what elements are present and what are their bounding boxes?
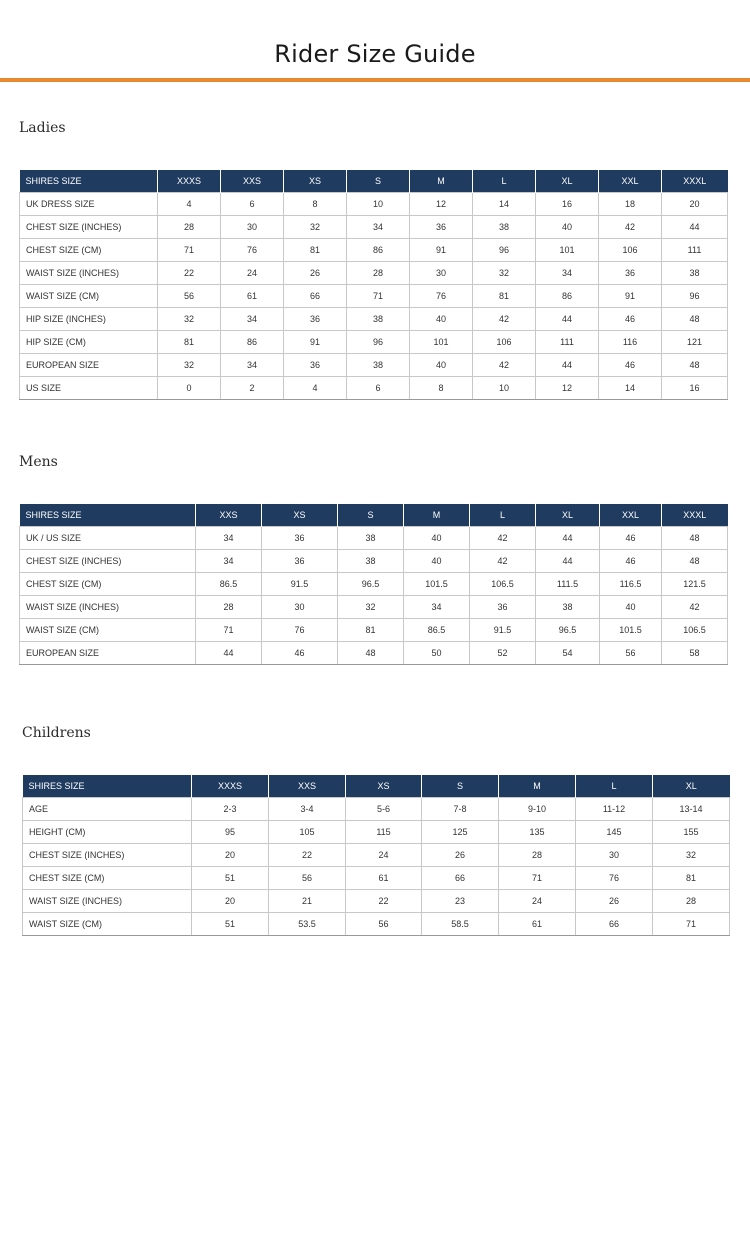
table-cell: 91.5 (470, 619, 536, 642)
row-label: WAIST SIZE (CM) (23, 913, 192, 936)
table-cell: 101.5 (404, 573, 470, 596)
table-cell: 44 (662, 216, 728, 239)
table-cell: 50 (404, 642, 470, 665)
table-cell: 53.5 (269, 913, 346, 936)
table-cell: 44 (196, 642, 262, 665)
accent-divider (0, 78, 750, 82)
table-cell: 38 (536, 596, 600, 619)
table-cell: 46 (600, 527, 662, 550)
table-row (20, 193, 728, 216)
table-cell: 11-12 (576, 798, 653, 821)
table-cell: 42 (473, 354, 536, 377)
table-cell: 34 (536, 262, 599, 285)
table-cell: 76 (576, 867, 653, 890)
column-header-size: XXS (196, 504, 262, 527)
table-cell: 101 (410, 331, 473, 354)
table-cell: 95 (192, 821, 269, 844)
table-cell: 91 (599, 285, 662, 308)
table-row (20, 527, 728, 550)
table-cell: 28 (158, 216, 221, 239)
table-row (20, 377, 728, 400)
mens-size-table (19, 504, 728, 665)
table-cell: 23 (422, 890, 499, 913)
row-label: WAIST SIZE (INCHES) (23, 890, 192, 913)
table-cell: 16 (536, 193, 599, 216)
table-cell: 135 (499, 821, 576, 844)
table-row (20, 573, 728, 596)
table-cell: 36 (599, 262, 662, 285)
table-cell: 34 (221, 308, 284, 331)
table-cell: 71 (347, 285, 410, 308)
table-cell: 26 (284, 262, 347, 285)
column-header-size: L (473, 170, 536, 193)
row-label: HEIGHT (CM) (23, 821, 192, 844)
column-header-size: S (338, 504, 404, 527)
table-cell: 101.5 (600, 619, 662, 642)
table-cell: 0 (158, 377, 221, 400)
column-header-size: XS (346, 775, 422, 798)
table-cell: 71 (653, 913, 730, 936)
table-cell: 28 (347, 262, 410, 285)
table-cell: 22 (158, 262, 221, 285)
table-cell: 86 (221, 331, 284, 354)
table-cell: 56 (600, 642, 662, 665)
table-cell: 121.5 (662, 573, 728, 596)
table-cell: 26 (422, 844, 499, 867)
table-cell: 96 (473, 239, 536, 262)
table-cell: 36 (470, 596, 536, 619)
table-cell: 36 (284, 354, 347, 377)
table-cell: 76 (262, 619, 338, 642)
table-cell: 32 (158, 354, 221, 377)
table-cell: 5-6 (346, 798, 422, 821)
table-cell: 81 (473, 285, 536, 308)
table-cell: 13-14 (653, 798, 730, 821)
table-cell: 71 (499, 867, 576, 890)
table-cell: 44 (536, 527, 600, 550)
row-label: AGE (23, 798, 192, 821)
column-header-label: SHIRES SIZE (23, 775, 192, 798)
table-cell: 32 (473, 262, 536, 285)
table-cell: 2-3 (192, 798, 269, 821)
row-label: CHEST SIZE (INCHES) (20, 216, 158, 239)
table-cell: 30 (221, 216, 284, 239)
table-cell: 28 (196, 596, 262, 619)
table-cell: 61 (499, 913, 576, 936)
table-cell: 42 (599, 216, 662, 239)
table-cell: 30 (262, 596, 338, 619)
table-cell: 42 (470, 527, 536, 550)
table-cell: 20 (192, 890, 269, 913)
table-cell: 20 (192, 844, 269, 867)
column-header-size: M (410, 170, 473, 193)
table-row (23, 798, 730, 821)
table-cell: 61 (346, 867, 422, 890)
column-header-size: L (576, 775, 653, 798)
table-cell: 42 (473, 308, 536, 331)
table-cell: 10 (473, 377, 536, 400)
table-cell: 32 (653, 844, 730, 867)
table-cell: 24 (221, 262, 284, 285)
table-cell: 56 (269, 867, 346, 890)
table-cell: 18 (599, 193, 662, 216)
table-cell: 40 (404, 527, 470, 550)
table-cell: 16 (662, 377, 728, 400)
table-cell: 20 (662, 193, 728, 216)
table-cell: 96 (347, 331, 410, 354)
table-cell: 48 (662, 354, 728, 377)
table-cell: 46 (599, 308, 662, 331)
column-header-size: L (470, 504, 536, 527)
table-cell: 145 (576, 821, 653, 844)
table-cell: 8 (284, 193, 347, 216)
table-cell: 71 (196, 619, 262, 642)
table-cell: 26 (576, 890, 653, 913)
table-cell: 125 (422, 821, 499, 844)
row-label: CHEST SIZE (CM) (20, 573, 196, 596)
table-cell: 58.5 (422, 913, 499, 936)
table-cell: 22 (269, 844, 346, 867)
table-cell: 96 (662, 285, 728, 308)
column-header-label: SHIRES SIZE (20, 504, 196, 527)
column-header-size: XXXL (662, 504, 728, 527)
table-cell: 46 (599, 354, 662, 377)
table-cell: 2 (221, 377, 284, 400)
table-row (20, 216, 728, 239)
table-cell: 34 (404, 596, 470, 619)
ladies-header-row (20, 170, 728, 193)
row-label: EUROPEAN SIZE (20, 354, 158, 377)
table-cell: 9-10 (499, 798, 576, 821)
table-cell: 116.5 (600, 573, 662, 596)
table-cell: 7-8 (422, 798, 499, 821)
table-cell: 76 (410, 285, 473, 308)
table-row (20, 308, 728, 331)
table-row (23, 821, 730, 844)
table-cell: 54 (536, 642, 600, 665)
table-row (20, 262, 728, 285)
table-cell: 24 (499, 890, 576, 913)
mens-header-row (20, 504, 728, 527)
table-cell: 58 (662, 642, 728, 665)
table-cell: 86.5 (404, 619, 470, 642)
column-header-size: XXL (599, 170, 662, 193)
column-header-label: SHIRES SIZE (20, 170, 158, 193)
table-cell: 61 (221, 285, 284, 308)
table-row (20, 619, 728, 642)
table-cell: 46 (262, 642, 338, 665)
table-cell: 36 (262, 527, 338, 550)
table-row (20, 239, 728, 262)
table-cell: 21 (269, 890, 346, 913)
column-header-size: XXS (221, 170, 284, 193)
table-cell: 81 (158, 331, 221, 354)
table-cell: 6 (221, 193, 284, 216)
column-header-size: S (347, 170, 410, 193)
table-cell: 34 (196, 527, 262, 550)
table-row (23, 913, 730, 936)
table-cell: 42 (662, 596, 728, 619)
table-cell: 91.5 (262, 573, 338, 596)
table-cell: 66 (576, 913, 653, 936)
row-label: CHEST SIZE (CM) (23, 867, 192, 890)
table-row (20, 331, 728, 354)
table-cell: 36 (410, 216, 473, 239)
column-header-size: XXL (600, 504, 662, 527)
column-header-size: XXXS (158, 170, 221, 193)
table-cell: 106.5 (470, 573, 536, 596)
table-cell: 38 (347, 354, 410, 377)
table-cell: 38 (473, 216, 536, 239)
table-cell: 86 (536, 285, 599, 308)
table-cell: 10 (347, 193, 410, 216)
table-cell: 14 (473, 193, 536, 216)
table-cell: 38 (338, 527, 404, 550)
table-cell: 3-4 (269, 798, 346, 821)
table-cell: 46 (600, 550, 662, 573)
table-row (23, 844, 730, 867)
table-cell: 48 (662, 527, 728, 550)
table-cell: 81 (338, 619, 404, 642)
row-label: UK DRESS SIZE (20, 193, 158, 216)
table-row (23, 867, 730, 890)
row-label: HIP SIZE (CM) (20, 331, 158, 354)
table-cell: 106.5 (662, 619, 728, 642)
table-cell: 66 (422, 867, 499, 890)
table-cell: 48 (338, 642, 404, 665)
row-label: UK / US SIZE (20, 527, 196, 550)
row-label: CHEST SIZE (INCHES) (20, 550, 196, 573)
table-row (20, 285, 728, 308)
table-cell: 34 (221, 354, 284, 377)
row-label: CHEST SIZE (CM) (20, 239, 158, 262)
table-cell: 36 (262, 550, 338, 573)
table-cell: 76 (221, 239, 284, 262)
column-header-size: M (499, 775, 576, 798)
table-row (20, 354, 728, 377)
table-cell: 86.5 (196, 573, 262, 596)
table-cell: 115 (346, 821, 422, 844)
column-header-size: XS (262, 504, 338, 527)
table-cell: 34 (196, 550, 262, 573)
table-cell: 111.5 (536, 573, 600, 596)
table-cell: 44 (536, 308, 599, 331)
row-label: US SIZE (20, 377, 158, 400)
table-cell: 56 (346, 913, 422, 936)
table-cell: 22 (346, 890, 422, 913)
childrens-size-table (22, 775, 730, 936)
table-cell: 111 (662, 239, 728, 262)
table-cell: 155 (653, 821, 730, 844)
row-label: WAIST SIZE (CM) (20, 619, 196, 642)
table-cell: 32 (338, 596, 404, 619)
table-cell: 6 (347, 377, 410, 400)
table-cell: 48 (662, 308, 728, 331)
table-cell: 105 (269, 821, 346, 844)
table-cell: 48 (662, 550, 728, 573)
column-header-size: XL (536, 504, 600, 527)
table-cell: 38 (662, 262, 728, 285)
table-cell: 106 (473, 331, 536, 354)
table-cell: 38 (347, 308, 410, 331)
column-header-size: S (422, 775, 499, 798)
table-cell: 86 (347, 239, 410, 262)
table-row (20, 642, 728, 665)
column-header-size: XXXS (192, 775, 269, 798)
table-cell: 38 (338, 550, 404, 573)
table-cell: 34 (347, 216, 410, 239)
table-cell: 44 (536, 550, 600, 573)
table-cell: 81 (653, 867, 730, 890)
table-cell: 40 (410, 308, 473, 331)
table-cell: 66 (284, 285, 347, 308)
table-cell: 51 (192, 913, 269, 936)
ladies-size-table (19, 170, 728, 400)
table-cell: 101 (536, 239, 599, 262)
table-cell: 40 (600, 596, 662, 619)
table-cell: 81 (284, 239, 347, 262)
childrens-header-row (23, 775, 730, 798)
table-cell: 106 (599, 239, 662, 262)
table-cell: 56 (158, 285, 221, 308)
table-cell: 42 (470, 550, 536, 573)
table-cell: 4 (158, 193, 221, 216)
table-cell: 40 (410, 354, 473, 377)
table-cell: 121 (662, 331, 728, 354)
row-label: WAIST SIZE (INCHES) (20, 596, 196, 619)
row-label: HIP SIZE (INCHES) (20, 308, 158, 331)
table-cell: 71 (158, 239, 221, 262)
table-cell: 30 (576, 844, 653, 867)
table-cell: 4 (284, 377, 347, 400)
table-cell: 30 (410, 262, 473, 285)
table-cell: 24 (346, 844, 422, 867)
table-cell: 32 (284, 216, 347, 239)
table-cell: 44 (536, 354, 599, 377)
table-cell: 36 (284, 308, 347, 331)
table-row (23, 890, 730, 913)
table-cell: 96.5 (338, 573, 404, 596)
table-cell: 8 (410, 377, 473, 400)
childrens-heading: Childrens (22, 725, 91, 741)
column-header-size: M (404, 504, 470, 527)
mens-heading: Mens (19, 454, 58, 470)
table-row (20, 550, 728, 573)
table-cell: 28 (499, 844, 576, 867)
table-cell: 91 (410, 239, 473, 262)
table-cell: 32 (158, 308, 221, 331)
column-header-size: XL (653, 775, 730, 798)
page-title: Rider Size Guide (274, 40, 476, 68)
table-row (20, 596, 728, 619)
table-cell: 116 (599, 331, 662, 354)
column-header-size: XL (536, 170, 599, 193)
table-cell: 12 (536, 377, 599, 400)
table-cell: 52 (470, 642, 536, 665)
ladies-heading: Ladies (19, 120, 66, 136)
row-label: WAIST SIZE (CM) (20, 285, 158, 308)
table-cell: 14 (599, 377, 662, 400)
table-cell: 91 (284, 331, 347, 354)
row-label: CHEST SIZE (INCHES) (23, 844, 192, 867)
column-header-size: XXS (269, 775, 346, 798)
row-label: WAIST SIZE (INCHES) (20, 262, 158, 285)
column-header-size: XXXL (662, 170, 728, 193)
row-label: EUROPEAN SIZE (20, 642, 196, 665)
table-cell: 111 (536, 331, 599, 354)
table-cell: 12 (410, 193, 473, 216)
column-header-size: XS (284, 170, 347, 193)
table-cell: 51 (192, 867, 269, 890)
table-cell: 28 (653, 890, 730, 913)
table-cell: 40 (536, 216, 599, 239)
table-cell: 40 (404, 550, 470, 573)
table-cell: 96.5 (536, 619, 600, 642)
